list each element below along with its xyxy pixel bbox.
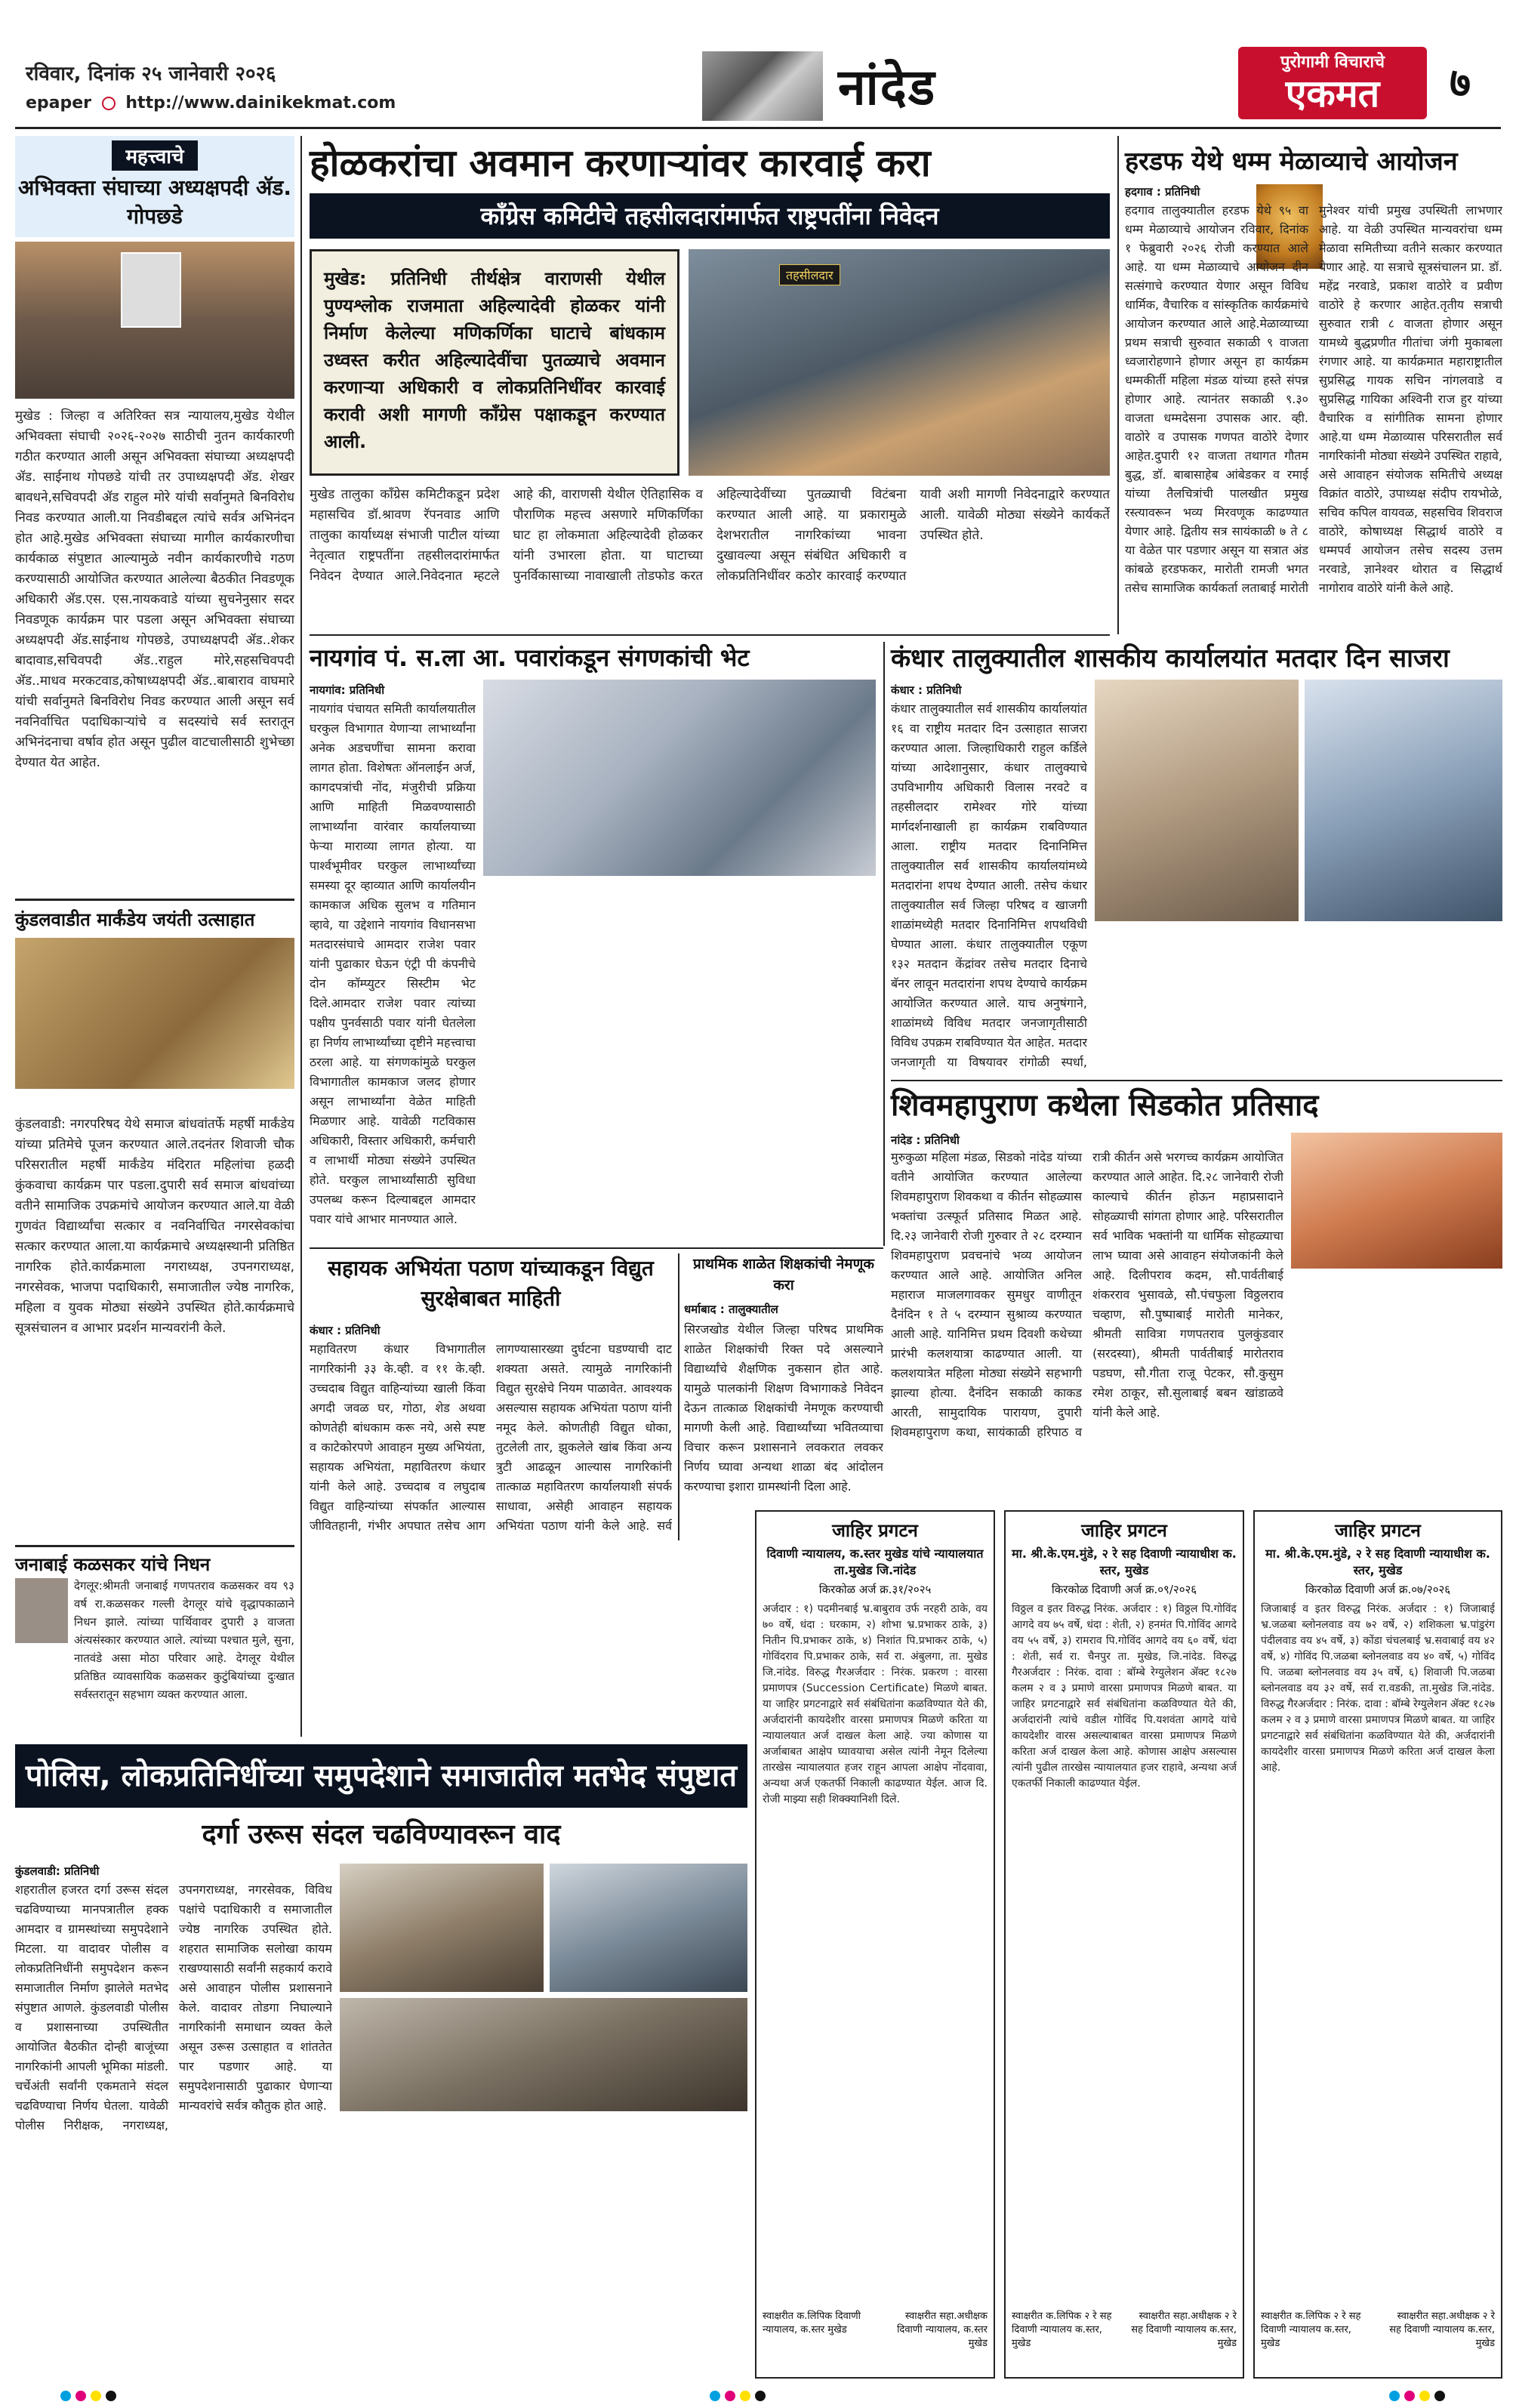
epaper-link[interactable] [26, 94, 396, 113]
a7-body-cont [1095, 927, 1502, 1072]
magenta-dot-icon [725, 2391, 735, 2401]
black-dot-icon [106, 2391, 116, 2401]
a9-title: सहायक अभियंता पठाण यांच्याकडून विद्युत सुरक्षेबाबत माहिती [328, 1256, 654, 1311]
a1-body: मुखेड : जिल्हा व अतिरिक्त सत्र न्यायालय,मुखेड येथील अभिवक्ता संघाची २०२६-२०२७ साठीची नुतन कार्यकारणी गठीत करण्यात आली असून अभिवक्ता संघाच्या अध्यक्षपदी ॲड. साईनाथ गोपछडे यांची तर उपाध्यक्षपदी ॲड. शेखर बावधने,सचिवपदी ॲड राहुल मोरे यांची सर्वानुमते बिनविरोध निवड करण्यात आली.या निवडीबद्दल त्यांचे सर्वत्र अभिनंदन होत आहे.मुखेड अभिवक्ता संघाच्या मागील कार्यकारणीचा कार्यकाळ संपुष्टात आल्यामुळे नवीन कार्यकारणीचे गठण करण्यासाठी आयोजित करण्यात आलेल्या बैठकीत निवडणूक अधिकारी ॲड.एस. एस.नायकवाडे यांच्या सुचनेनुसार सदर निवडणूक कार्यक्रम पार पडला असून अभिवक्ता संघाच्या अध्यक्षपदी ॲड.साईनाथ गोपछडे, उपाध्यक्षपदी ॲड..शेकर बादावाड,सचिवपदी ॲड..राहुल मोरे,सहसचिवपदी ॲड..माधव मरकटवाड,कोषाध्यक्षपदी ॲड..बाबाराव वाघमारे यांची सर्वानुमते बिनविरोध निवड करण्यात आली असून सर्व नवनिर्वाचित पदाधिकाऱ्यांचे व सदस्यांचे सर्व स्तरातून अभिनंदनाचा वर्षाव होत असून पुढील वाटचालीसाठी शुभेच्छा देण्यात येत आहेत. [15, 409, 294, 770]
a11-photo-1 [340, 1864, 544, 1992]
a6-body: नायगांव पंचायत समिती कार्यालयातील घरकुल विभागात येणाऱ्या लाभार्थ्यांना अनेक अडचणींचा सामना करावा लागत होता. विशेषतः ऑनलाईन अर्ज, कागदपत्रांची नोंद, मंजुरीची प्रक्रिया आणि माहिती मिळवण्यासाठी लाभार्थ्यांना वारंवार कार्यालयाच्या फेऱ्या माराव्या लागत होत्या. या पार्श्वभूमीवर घरकुल लाभार्थ्यांच्या समस्या दूर व्हाव्यात आणि कार्यालयीन कामकाज अधिक सुलभ व गतिमान व्हावे, या उद्देशाने नायगांव विधानसभा मतदारसंघाचे आमदार राजेश पवार यांनी पुढाकार घेऊन एंट्री पी कंपनीचे दोन कॉम्प्युटर सिस्टीम भेट दिले.आमदार राजेश पवार त्यांच्या पक्षीय पुनर्वसाठी पवार यांनी घेतलेला हा निर्णय लाभार्थ्यांच्या दृष्टीने महत्त्वाचा ठरला आहे. या संगणकांमुळे घरकुल विभागातील कामकाज जलद होणार असून लाभार्थ्यांना वेळेत माहिती मिळणार आहे. यावेळी गटविकास अधिकारी, विस्तार अधिकारी, कर्मचारी व लाभार्थी मोठ्या संख्येने उपस्थित होते. घरकुल लाभार्थ्यांसाठी सुविधा उपलब्ध करून दिल्याबद्दल आमदार पवार यांचे आभार मानण्यात आले. [310, 701, 476, 1226]
a5-body: हदगाव तालुक्यातील हरडफ येथे ९५ वा धम्म मेळाव्याचे आयोजन रविवार, दिनांक १ फेब्रुवारी २०२६ रोजी करण्यात आले आहे. या धम्म मेळाव्याचे आयोजन दीन सत्संगाचे करण्यात येणार असून विविध धार्मिक, वैचारिक व सांस्कृतिक कार्यक्रमांचे आयोजन करण्यात आले आहे.मेळाव्याच्या प्रथम सत्राची सुरुवात सकाळी ९ वाजता ध्वजारोहणाने होणार असून हा कार्यक्रम धम्मकीर्ती महिला मंडळ यांच्या हस्ते संपन्न होणार आहे. त्यानंतर सकाळी ९.३० वाजता धम्मदेसना उपासक आर. व्ही. वाठोरे व उपासक गणपत वाठोरे देणार आहेत.दुपारी १२ वाजता तथागत गौतम बुद्ध, डॉ. बाबासाहेब आंबेडकर व रमाई यांच्या तैलचित्रांची पालखीत प्रमुख रस्त्यावरून भव्य मिरवणूक काढण्यात येणार आहे. द्वितीय सत्र सायंकाळी ७ ते ८ या वेळेत पार पडणार असून या सत्रात अंड कांबळे हरडफकर, मारोती रामजी भगत तसेच सामाजिक कार्यकर्ता लताबाई मारोती मुनेश्वर यांची प्रमुख उपस्थिती लाभणार आहे. या वेळी उपस्थित मान्यवरांचा धम्म मेळावा समितीच्या वतीने सत्कार करण्यात येणार आहे. या सत्राचे सूत्रसंचालन प्रा. डॉ. महेंद्र नरवाडे, प्रकाश वाठोरे व प्रवीण वाठोरे हे करणार आहेत.तृतीय सत्राची सुरुवात रात्री ८ वाजता होणार असून यामध्ये बुद्धप्रणीत गीतांचा जंगी मुकाबला रंगणार आहे. या कार्यक्रमात महाराष्ट्रातील सुप्रसिद्ध गायक सचिन नांगलवाडे व सुप्रसिद्ध गायिका अश्विनी राज हुर यांच्या वैचारिक व सांगीतिक सामना होणार आहे.या धम्म मेळाव्यास परिसरातील सर्व नागरिकांनी मोठ्या संख्येने उपस्थित राहावे, असे आवाहन संयोजक समितीचे अध्यक्ष विक्रांत वाठोरे, उपाध्यक्ष संदीप रायभोळे, सचिव कपिल वायवळ, सहसचिव शिवराज वाठोरे, कोषाध्यक्ष सिद्धार्थ वाठोरे व धम्मपर्व आयोजन तसेच सदस्य उत्तम नरवाडे, ज्ञानेश्वर थोरात व सिद्धार्थ नागोराव वाठोरे यांनी केले आहे. [1125, 203, 1502, 595]
ad1-court: दिवाणी न्यायालय, क.स्तर मुखेड यांचे न्यायालयात ता.मुखेड जि.नांदेड [766, 1546, 984, 1577]
issue-date: रविवार, दिनांक २५ जानेवारी २०२६ [26, 63, 276, 85]
registration-marks-right [1389, 2391, 1445, 2401]
a2-body: कुंडलवाडी: नगरपरिषद येथे समाज बांधवांतर्फे महर्षी मार्कंडेय यांच्या प्रतिमेचे पूजन करण्यात आले.तदनंतर शिवाजी चौक परिसरातील महर्षी मार्कंडेय मंदिरात महिलांचा हळदी कुंकवाचा कार्यक्रम पार पडला.दुपारी सर्व समाज बांधवांच्या वतीने सामाजिक उपक्रमांचे आयोजन करण्यात आले.या वेळी गुणवंत विद्यार्थ्यांचा सत्कार व नवनिर्वाचित नगरसेवकांचा सत्कार करण्यात आला.या कार्यक्रमाचे अध्यक्षस्थानी प्रतिष्ठित नागरिक होते.कार्यक्रमाला नगराध्यक्ष, उपनगराध्यक्ष, नगरसेवक, भाजपा पदाधिकारी, समाजातील ज्येष्ठ नागरिक, महिला व युवक मोठ्या संख्येने उपस्थित होते.कार्यक्रमाचे सूत्रसंचालन व आभार प्रदर्शन मान्यवरांनी केले. [15, 1117, 294, 1336]
a6-body-cont [483, 883, 876, 1240]
brand-tagline: पुरोगामी विचाराचे [1280, 53, 1385, 72]
brand-logo [1238, 47, 1427, 119]
ad1-sign-right: स्वाक्षरीत सहा.अधीक्षक दिवाणी न्यायालय, क.स्तर मुखेड [897, 2311, 988, 2349]
cyan-dot-icon [60, 2391, 71, 2401]
a8-body: मुरुकुळा महिला मंडळ, सिडको नांदेड यांच्या वतीने आयोजित करण्यात आलेल्या शिवमहापुराण शिवकथा व कीर्तन सोहळ्यास भक्तांचा उत्स्फूर्त प्रतिसाद मिळत आहे. दि.२३ जानेवारी रोजी गुरुवार ते २८ दरम्यान शिवमहापुराण प्रवचनांचे भव्य आयोजन करण्यात आले आहे. आयोजित अनिल महाराज माजलगावकर सुमधुर वाणीतून दैनंदिन १ ते ५ दरम्यान सुश्राव्य करण्यात आली आहे. यानिमित्त प्रथम दिवशी कथेच्या प्रारंभी कलशयात्रा काढण्यात आली. या कलशयात्रेत महिला मोठ्या संख्येने सहभागी झाल्या होत्या. दैनंदिन सकाळी काकड आरती, सामुदायिक पारायण, दुपारी शिवमहापुराण कथा, सायंकाळी हरिपाठ व रात्री कीर्तन असे भरगच्च कार्यक्रम आयोजित करण्यात आले आहेत. दि.२८ जानेवारी रोजी काल्याचे कीर्तन होऊन महाप्रसादाने सोहळ्याची सांगता होणार आहे. परिसरातील सर्व भाविक भक्तांनी या धार्मिक सोहळ्याचा लाभ घ्यावा असे आवाहन संयोजकांनी केले आहे. दिलीपराव कदम, सौ.पार्वतीबाई शंकरराव भुसावळे, सौ.पंचफुला विठ्ठलराव चव्हाण, सौ.पुष्पाबाई मारोती मानेकर, श्रीमती सावित्रा गणपतराव पुलकुंडवार (सरदस्या), श्रीमती पार्वतीबाई मारोतराव पडघण, सौ.गीता राजू पेटकर, सौ.कुसुम रमेश ठाकूर, सौ.सुलाबाई बबन खांडाळवे यांनी केले आहे. [891, 1150, 1283, 1439]
a4-body: मुखेड तालुका काँग्रेस कमिटीकडून प्रदेश महासचिव डॉ.श्रावण रॅपनवाड आणि तालुका कार्याध्यक्ष संभाजी पाटील यांच्या नेतृत्वात राष्ट्रपतींना तहसीलदारांमार्फत निवेदन देण्यात आले.निवेदनात म्हटले आहे की, वाराणसी येथील ऐतिहासिक व पौराणिक महत्त्व असणारे मणिकर्णिका घाट हा लोकमाता अहिल्यादेवी होळकर यांनी उभारला होता. या घाटाच्या पुनर्विकासाच्या नावाखाली तोडफोड करत अहिल्यादेवींच्या पुतळ्याची विटंबना करण्यात आली आहे. या प्रकारामुळे देशभरातील नागरिकांच्या भावना दुखावल्या असून संबंधित अधिकारी व लोकप्रतिनिधींवर कठोर कारवाई करण्यात यावी अशी मागणी निवेदनाद्वारे करण्यात आली. यावेळी मोठ्या संख्येने कार्यकर्ते उपस्थित होते. [310, 487, 1110, 584]
yellow-dot-icon [1419, 2391, 1430, 2401]
magenta-dot-icon [1404, 2391, 1415, 2401]
ad2-body: विठ्ठल व इतर विरुद्ध निरंक. अर्जदार : १) विठ्ठल पि.गोविंद आगदे वय ७५ वर्षे, धंदा : शेती, २) हनमंत पि.गोविंद आगदे वय ५५ वर्षे, ३) रामराव पि.गोविंद आगदे वय ६० वर्षे, धंदा : शेती, सर्व रा. चैनपुर ता. मुखेड, जि.नांदेड. विरुद्ध गैरअर्जदार : निरंक. दावा : बॉम्बे रेग्युलेशन ॲक्ट १८२७ कलम २ व ३ प्रमाणे वारसा प्रमाणपत्र मिळणे बाबत. या जाहिर प्रगटनाद्वारे सर्व संबंधितांना कळविण्यात येते की, अर्जदारांनी त्यांचे वडील गोविंद पि.यशवंता आगदे यांचे कायदेशीर वारस असल्याबाबत वारसा प्रमाणपत्र मिळणे करिता अर्ज दाखल केला आहे. कोणास आक्षेप असल्यास त्यांनी पुढील तारखेस न्यायालयात हजर राहावे, अन्यथा अर्ज एकतर्फी निकाली काढण्यात येईल. [1012, 1603, 1237, 1790]
section-divider [310, 634, 1110, 636]
a10-title: प्राथमिक शाळेत शिक्षकांची नेमणूक करा [693, 1256, 874, 1293]
ad1-sign-left: स्वाक्षरीत क.लिपिक दिवाणी न्यायालय, क.स्तर मुखेड [763, 2311, 861, 2336]
a3-title: जनाबाई कळसकर यांचे निधन [15, 1545, 294, 1577]
page-number: ७ [1450, 59, 1471, 106]
city-title: नांदेड [838, 58, 937, 116]
column-divider-4 [678, 1253, 679, 1540]
a11-dateline: कुंडलवाडी: प्रतिनिधी [15, 1864, 100, 1878]
a4-photo-sign: तहसीलदार [779, 264, 840, 285]
ad3-case: किरकोळ दिवाणी अर्ज क्र.०७/२०२६ [1305, 1583, 1451, 1596]
a8-photo [1291, 1133, 1502, 1269]
a8-body-cont [1291, 1276, 1502, 1495]
a2-title: कुंडलवाडीत मार्कंडेय जयंती उत्साहात [15, 899, 294, 932]
ad2-sign-right: स्वाक्षरीत सहा.अधीक्षक २ रे सह दिवाणी न्यायालय क.स्तर, मुखेड [1131, 2311, 1237, 2349]
ad1-signatures [763, 2308, 988, 2349]
a11-photo-2 [550, 1864, 747, 1992]
a4-lead: मुखेड: प्रतिनिधी तीर्थक्षेत्र वाराणसी येथील पुण्यश्लोक राजमाता अहिल्यादेवी होळकर यांनी निर्माण केलेल्या मणिकर्णिका घाटाचे बांधकाम उध्वस्त करीत अहिल्यादेवींचा पुतळ्याचे अवमान करणाऱ्या अधिकारी व लोकप्रतिनिधींवर कारवाई करावी अशी मागणी काँग्रेस पक्षाकडून करण्यात आली. [310, 249, 679, 476]
column-divider [300, 136, 302, 1737]
a6-title: नायगांव पं. स.ला आ. पवारांकडून संगणकांची भेट [310, 643, 750, 672]
ad2-signatures [1012, 2308, 1237, 2349]
a8-dateline: नांदेड : प्रतिनिधी [891, 1133, 960, 1147]
a11-subtitle: दर्गा उरूस संदल चढविण्यावरून वाद [202, 1819, 561, 1850]
website-url[interactable]: http://www.dainikekmat.com [125, 94, 396, 113]
ad2-sign-left: स्वाक्षरीत क.लिपिक २ रे सह दिवाणी न्यायालय क.स्तर, मुखेड [1012, 2311, 1112, 2349]
a10-body: सिरजखोड येथील जिल्हा परिषद प्राथमिक शाळेत शिक्षकांची रिक्त पदे असल्याने विद्यार्थ्यांचे शैक्षणिक नुकसान होत आहे. यामुळे पालकांनी शिक्षण विभागाकडे निवेदन देऊन तात्काळ शिक्षकांची नेमणूक करण्याची मागणी केली आहे. विद्यार्थ्यांच्या भवितव्याचा विचार करून प्रशासनाने लवकरात लवकर निर्णय घ्यावा अन्यथा शाळा बंद आंदोलन करण्याचा इशारा ग्रामस्थांनी दिला आहे. [684, 1322, 883, 1494]
ad2-head: जाहिर प्रगटन [1081, 1520, 1167, 1541]
cyan-dot-icon [710, 2391, 720, 2401]
left-column [15, 136, 294, 1102]
ad3-signatures [1261, 2308, 1495, 2349]
a6-dateline: नायगांव: प्रतिनिधी [310, 683, 385, 697]
registration-marks-center [710, 2391, 766, 2401]
brand-name: एकमत [1285, 72, 1380, 116]
ad3-court: मा. श्री.के.एम.मुंडे, २ रे सह दिवाणी न्यायाधीश क. स्तर, मुखेड [1265, 1546, 1490, 1577]
portrait-frame [121, 252, 181, 328]
a3-body: देगलूर:श्रीमती जनाबाई गणपतराव कळसकर वय ९३ वर्ष रा.कळसकर गल्ली देगलूर यांचे वृद्धापकाळाने निधन झाले. त्यांच्या पार्थिवावर दुपारी ३ वाजता अंत्यसंस्कार करण्यात आले. त्यांच्या पश्चात मुले, सुना, नातवंडे असा मोठा परिवार आहे. देगलूर येथील प्रतिष्ठित व्यावसायिक कळसकर कुटुंबियांच्या दुःखात सर्वस्तरातून सहभाग व्यक्त करण्यात आला. [74, 1579, 294, 1701]
a7-title: कंधार तालुक्यातील शासकीय कार्यालयांत मतदार दिन साजरा [891, 643, 1450, 674]
a11-photo-3 [340, 1998, 747, 2111]
black-dot-icon [1434, 2391, 1445, 2401]
a4-subtitle: काँग्रेस कमिटीचे तहसीलदारांमार्फत राष्ट्रपतींना निवेदन [310, 193, 1110, 239]
masthead-divider [15, 127, 1501, 129]
a7-dateline: कंधार : प्रतिनिधी [891, 683, 962, 697]
ad1-head: जाहिर प्रगटन [832, 1520, 918, 1541]
a4-photo [689, 249, 1110, 476]
ad2-court: मा. श्री.के.एम.मुंडे, २ रे सह दिवाणी न्यायाधीश क. स्तर, मुखेड [1012, 1546, 1237, 1577]
a4-title: होळकरांचा अवमान करणाऱ्यांवर कारवाई करा [310, 141, 931, 185]
ad2-case: किरकोळ दिवाणी अर्ज क्र.०९/२०२६ [1051, 1583, 1197, 1596]
globe-icon [102, 97, 116, 110]
a7-photo-1 [1095, 680, 1299, 921]
yellow-dot-icon [740, 2391, 750, 2401]
column-divider-2 [1117, 136, 1119, 634]
cyan-dot-icon [1389, 2391, 1400, 2401]
epaper-label: epaper [26, 94, 92, 113]
a1-title: अभिवक्ता संघाच्या अध्यक्षपदी ॲड. गोपछडे [18, 175, 291, 229]
a6-photo [483, 680, 876, 876]
legal-notice-1 [755, 1510, 995, 2379]
a11-title: पोलिस, लोकप्रतिनिधींच्या समुपदेशाने समाजातील मतभेद संपुष्टात [15, 1744, 747, 1808]
ad1-case: किरकोळ अर्ज क्र.३१/२०२५ [818, 1583, 932, 1596]
ad3-sign-right: स्वाक्षरीत सहा.अधीक्षक २ रे सह दिवाणी न्यायालय क.स्तर, मुखेड [1389, 2311, 1495, 2349]
a9-body: महावितरण कंधार विभागातील नागरिकांनी ३३ के.व्ही. व ११ के.व्ही. उच्चदाब विद्युत वाहिन्यांच्या खाली किंवा अगदी जवळ घर, गोठा, शेड अथवा कोणतेही बांधकाम करू नये, असे स्पष्ट व काटेकोरपणे आवाहन मुख्य अभियंता, सहायक अभियंता, महावितरण कंधार यांनी केले आहे. उच्चदाब व लघुदाब विद्युत वाहिन्यांच्या संपर्कात आल्यास जीवितहानी, गंभीर अपघात तसेच आग लागण्यासारख्या दुर्घटना घडण्याची दाट शक्यता असते. त्यामुळे नागरिकांनी विद्युत सुरक्षेचे नियम पाळावेत. आवश्यक असल्यास सहायक अभियंता पठाण यांनी नमूद केले. कोणतीही विद्युत धोका, तुटलेली तार, झुकलेले खांब किंवा अन्य त्रुटी आढळून आल्यास नागरिकांनी तात्काळ महावितरण कार्यालयाशी संपर्क साधावा, असेही आवाहन सहायक अभियंता पठाण यांनी केले आहे. सर्व [310, 1342, 672, 1533]
a5-title: हरडफ येथे धम्म मेळाव्याचे आयोजन [1125, 146, 1458, 177]
column-divider-3 [883, 642, 885, 1246]
black-dot-icon [755, 2391, 766, 2401]
ad3-head: जाहिर प्रगटन [1335, 1520, 1421, 1541]
a7-photo-2 [1305, 680, 1502, 921]
ad3-sign-left: स्वाक्षरीत क.लिपिक २ रे सह दिवाणी न्यायालय क.स्तर, मुखेड [1261, 2311, 1361, 2349]
a2-photo [15, 938, 294, 1089]
legal-notice-3 [1253, 1510, 1502, 2379]
a1-header [15, 136, 294, 237]
section-divider-2 [891, 1080, 1502, 1081]
city-collage-image [702, 51, 823, 121]
magenta-dot-icon [75, 2391, 86, 2401]
yellow-dot-icon [91, 2391, 101, 2401]
a1-photo [15, 242, 294, 399]
a9-dateline: कंधार : प्रतिनिधी [310, 1324, 381, 1337]
a5-dateline: हदगाव : प्रतिनिधी [1125, 185, 1200, 199]
ad1-body: अर्जदार : १) पदमीनबाई भ्र.बाबुराव उर्फ नरहरी ठाके, वय ७० वर्षे, धंदा : घरकाम, २) शोभा भ्र.प्रभाकर ठाके, ३) नितीन पि.प्रभाकर ठाके, ४) निशांत पि.प्रभाकर ठाके, ५) गोविंदराव पि.प्रभाकर ठाके, सर्व रा. अंबुलगा, ता. मुखेड जि.नांदेड. विरुद्ध गैरअर्जदार : निरंक. प्रकरण : वारसा प्रमाणपत्र (Succession Certificate) मिळणे बाबत. या जाहिर प्रगटनाद्वारे सर्व संबंधितांना कळविण्यात येते की, अर्जदारांनी कायदेशीर वारसा प्रमाणपत्र मिळणे करिता या न्यायालयात अर्ज दाखल केला आहे. ज्या कोणास या अर्जाबाबत आक्षेप घ्यावयाचा असेल त्यांनी नेमून दिलेल्या तारखेस न्यायालयात हजर राहून आपला आक्षेप नोंदवावा, अन्यथा अर्ज एकतर्फी निकाली काढण्यात येईल. आज दि. रोजी माझ्या सही शिक्क्यानिशी दिले. [763, 1603, 988, 1805]
a11-body-cont [340, 2119, 747, 2379]
a11-body: शहरातील हजरत दर्गा उरूस संदल चढविण्याच्या मानपत्रातील हक्क आमदार व ग्रामस्थांच्या समुपदेशाने मिटला. या वादावर पोलीस व लोकप्रतिनिधींनी समुपदेशन करून समाजातील निर्माण झालेले मतभेद संपुष्टात आणले. कुंडलवाडी पोलीस व प्रशासनाच्या उपस्थितीत आयोजित बैठकीत दोन्ही बाजूंच्या नागरिकांनी आपली भूमिका मांडली. चर्चेअंती सर्वांनी एकमताने संदल चढविण्याचा निर्णय घेतला. यावेळी पोलीस निरीक्षक, नगराध्यक्ष, उपनगराध्यक्ष, नगरसेवक, विविध पक्षांचे पदाधिकारी व समाजातील ज्येष्ठ नागरिक उपस्थित होते. शहरात सामाजिक सलोखा कायम राखण्यासाठी सर्वांनी सहकार्य करावे असे आवाहन पोलीस प्रशासनाने केले. वादावर तोडगा निघाल्याने नागरिकांनी समाधान व्यक्त केले असून उरूस उत्साहात व शांततेत पार पडणार आहे. या समुपदेशनासाठी पुढाकार घेणाऱ्या मान्यवरांचे सर्वत्र कौतुक होत आहे. [15, 1882, 332, 2132]
a7-body: कंधार तालुक्यातील सर्व शासकीय कार्यालयांत १६ वा राष्ट्रीय मतदार दिन उत्साहात साजरा करण्यात आला. जिल्हाधिकारी राहुल कर्डिले यांच्या आदेशानुसार, कंधार तालुक्याचे उपविभागीय अधिकारी विलास नरवटे व तहसीलदार रामेश्वर गोरे यांच्या मार्गदर्शनाखाली हा कार्यक्रम राबविण्यात आला. राष्ट्रीय मतदार दिनानिमित्त तालुक्यातील सर्व शासकीय कार्यालयांमध्ये मतदारांना शपथ देण्यात आली. तसेच कंधार तालुक्यातील सर्व जिल्हा परिषद व खाजगी शाळांमध्येही मतदार दिनानिमित्त शपथविधी घेण्यात आला. कंधार तालुक्यातील एकूण १३२ मतदान केंद्रांवर तसेच मतदार दिनाचे बॅनर लावून मतदारांना शपथ देण्याचे कार्यक्रम आयोजित करण्यात आले. याच अनुषंगाने, शाळांमध्ये विविध मतदार जनजागृतीसाठी विविध उपक्रम राबविण्यात येत आहेत. मतदार जनजागृती या विषयावर रांगोळी स्पर्धा, [891, 701, 1087, 1069]
a8-title: शिवमहापुराण कथेला सिडकोत प्रतिसाद [891, 1088, 1319, 1123]
a10-dateline: धर्माबाद : तालुक्यातील [684, 1303, 778, 1316]
ad3-body: जिजाबाई व इतर विरुद्ध निरंक. अर्जदार : १) जिजाबाई भ्र.जळबा ब्लोनलवाड वय ७२ वर्षे, २) शशिकला भ्र.पांडुरंग पंदीलवाड वय ४५ वर्षे, ३) कोंडा चंचलबाई भ्र.सवाबाई वय ४२ वर्षे, ४) गोविंद पि.जळबा ब्लोनलवाड वय ४० वर्षे, ५) गोविंद पि. जळबा ब्लोनलवाड वय ३५ वर्षे, ६) शिवाजी पि.जळबा ब्लोनलवाड वय ३२ वर्षे, सर्व रा.वडकी, ता.मुखेड जि.नांदेड. विरुद्ध गैरअर्जदार : निरंक. दावा : बॉम्बे रेग्युलेशन ॲक्ट १८२७ कलम २ व ३ प्रमाणे वारसा प्रमाणपत्र मिळणे बाबत. या जाहिर प्रगटनाद्वारे सर्व संबंधितांना कळविण्यात येते की, अर्जदारांनी कायदेशीर वारसा प्रमाणपत्र मिळणे करिता अर्ज दाखल केला आहे. [1261, 1603, 1495, 1774]
a1-kicker: महत्त्वाचे [112, 140, 197, 171]
a3-portrait [15, 1578, 68, 1643]
section-divider-3 [310, 1247, 883, 1249]
registration-marks-left [60, 2391, 116, 2401]
legal-notice-2 [1004, 1510, 1244, 2379]
